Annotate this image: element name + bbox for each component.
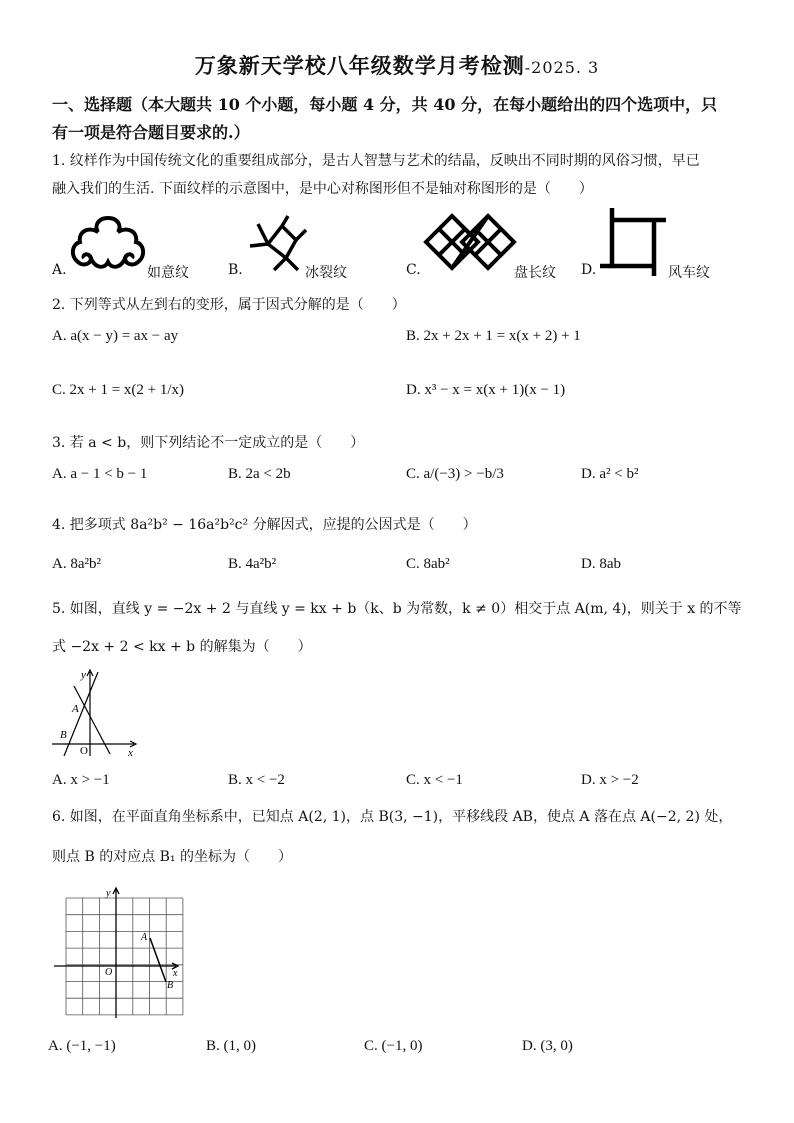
page-title xyxy=(0,50,794,80)
q3-option-a: A. a − 1 < b − 1 xyxy=(52,466,148,482)
q6-option-a: A. (−1, −1) xyxy=(48,1038,116,1054)
q5-graph-y-label: y xyxy=(81,669,86,681)
q5-line1: 5. 如图，直线 y = −2x + 2 与直线 y = kx + b（k、b 为常数，k ≠ 0）相交于点 A(m, 4)，则关于 x 的不等 xyxy=(52,601,742,617)
q1-option-c-letter: C. xyxy=(406,262,421,278)
q2-option-b: B. 2x + 2x + 1 = x(x + 2) + 1 xyxy=(406,328,581,344)
q5-graph-b-label: B xyxy=(60,729,67,741)
q5-line2: 式 −2x + 2 < kx + b 的解集为（ ） xyxy=(52,639,312,655)
q1-option-d-letter: D. xyxy=(581,262,597,278)
q1-option-d-name: 风车纹 xyxy=(668,265,710,281)
panchang-knot-pattern-icon xyxy=(422,212,518,272)
q6-graph-y-label: y xyxy=(106,888,111,899)
q4-option-a: A. 8a²b² xyxy=(52,556,101,572)
q2-option-c: C. 2x + 1 = x(2 + 1/x) xyxy=(52,382,185,398)
q3-option-d: D. a² < b² xyxy=(581,466,639,482)
q5-option-d: D. x > −2 xyxy=(581,772,639,788)
q5-graph-a-label: A xyxy=(72,703,79,715)
section-header-line2: 有一项是符合题目要求的.） xyxy=(52,123,250,142)
q1-option-b-name: 冰裂纹 xyxy=(305,265,347,281)
q5-graph-origin-label: O xyxy=(80,745,88,757)
q1-option-a-name: 如意纹 xyxy=(147,265,189,281)
q5-option-a: A. x > −1 xyxy=(52,772,110,788)
q5-graph-x-label: x xyxy=(128,747,133,758)
ruyi-pattern-icon xyxy=(68,212,148,274)
q6-grid-graph xyxy=(50,886,184,1022)
q1-option-a-letter: A. xyxy=(52,262,67,278)
q1-line1: 1. 纹样作为中国传统文化的重要组成部分，是古人智慧与艺术的结晶，反映出不同时期的风俗习惯，早已 xyxy=(52,153,700,169)
q4-option-c: C. 8ab² xyxy=(406,556,450,572)
ice-crack-pattern-icon xyxy=(246,214,310,276)
q6-option-d: D. (3, 0) xyxy=(522,1038,573,1054)
q5-option-b: B. x < −2 xyxy=(228,772,285,788)
q6-line2: 则点 B 的对应点 B₁ 的坐标为（ ） xyxy=(52,849,292,865)
q2-option-a: A. a(x − y) = ax − ay xyxy=(52,328,179,344)
title-text: 万象新天学校八年级数学月考检测 xyxy=(194,53,525,78)
q5-graph xyxy=(50,664,142,758)
title-date: -2025. 3 xyxy=(524,58,600,77)
q5-option-c: C. x < −1 xyxy=(406,772,463,788)
q3-option-b: B. 2a < 2b xyxy=(228,466,291,482)
q4-option-b: B. 4a²b² xyxy=(228,556,277,572)
q3-option-c: C. a/(−3) > −b/3 xyxy=(406,466,504,482)
q6-graph-a-label: A xyxy=(141,932,148,943)
section-header-line1: 一、选择题（本大题共 10 个小题，每小题 4 分，共 40 分，在每小题给出的四个选项中，只 xyxy=(52,95,718,114)
q1-line2: 融入我们的生活. 下面纹样的示意图中，是中心对称图形但不是轴对称图形的是（ ） xyxy=(52,181,593,197)
q2-option-d: D. x³ − x = x(x + 1)(x − 1) xyxy=(406,382,566,398)
q6-option-b: B. (1, 0) xyxy=(206,1038,256,1054)
q2-stem: 2. 下列等式从左到右的变形，属于因式分解的是（ ） xyxy=(52,297,406,313)
windmill-pattern-icon xyxy=(598,206,668,276)
q6-graph-origin-label: O xyxy=(105,967,113,978)
q6-graph-x-label: x xyxy=(173,968,178,979)
q3-stem: 3. 若 a < b，则下列结论不一定成立的是（ ） xyxy=(52,435,365,451)
q4-stem: 4. 把多项式 8a²b² − 16a²b²c² 分解因式，应提的公因式是（ ） xyxy=(52,517,477,533)
q6-graph-b-label: B xyxy=(167,980,174,991)
q6-line1: 6. 如图，在平面直角坐标系中，已知点 A(2, 1)，点 B(3, −1)，平移线段 AB，使点 A 落在点 A(−2, 2) 处， xyxy=(52,809,733,825)
q6-option-c: C. (−1, 0) xyxy=(364,1038,423,1054)
q1-option-c-name: 盘长纹 xyxy=(514,265,556,281)
q4-option-d: D. 8ab xyxy=(581,556,621,572)
q1-option-b-letter: B. xyxy=(228,262,243,278)
